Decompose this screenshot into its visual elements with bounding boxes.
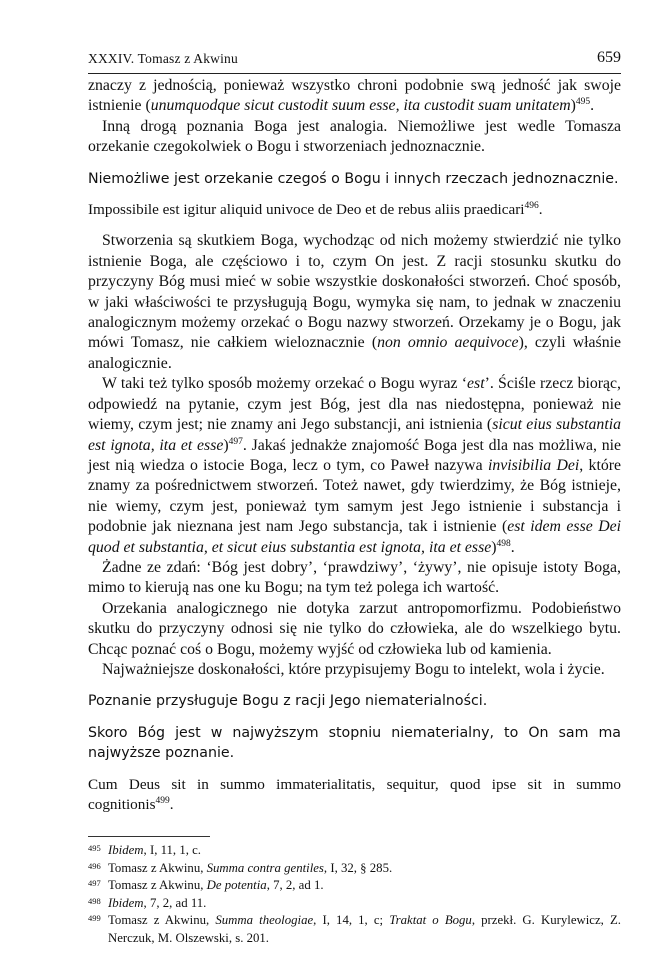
footnote-number: 496 (88, 860, 101, 871)
block-quote-latin: Impossibile est igitur aliquid univoce de Deo et de rebus aliis praedicari$^{496}$. (88, 201, 543, 219)
footnote-number: 499 (88, 913, 101, 924)
footnote-499: 499 Tomasz z Akwinu, Summa theologiae, I, 14, 1, c; Traktat o Bogu, przekł. G. Kurylewicz, Z. Nerczuk, M. Olszewski, s. 201. (88, 913, 621, 945)
footnote-ref: 498 (496, 538, 511, 549)
latin-phrase: sicut eius substantia est ignota, ita et esse (88, 416, 621, 454)
footnote-497: 497 Tomasz z Akwinu, De potentia, 7, 2, ad 1. (88, 878, 324, 893)
paragraph-analogy: Inną drogą poznania Boga jest analogia. Niemożliwe jest wedle Tomasza orzekanie czegokolwiek o Bogu i stworzeniach jednoznacznie. (88, 117, 621, 156)
footnote-ref: 496 (524, 201, 539, 212)
footnote-number: 498 (88, 895, 101, 906)
paragraph-perfections: Najważniejsze doskonałości, które przypisujemy Bogu to intelekt, wola i życie. (102, 660, 605, 678)
main-text (88, 76, 621, 815)
block-quote-polish: Poznanie przysługuje Bogu z racji Jego niematerialności. (88, 693, 488, 710)
latin-quote: unumquodque sicut custodit suum esse, ita custodit suam unitatem (150, 97, 571, 115)
footnotes (88, 842, 621, 948)
latin-phrase: invisibilia Dei (487, 456, 580, 474)
running-title: XXXIV. Tomasz z Akwinu (88, 51, 238, 66)
footnote-496: 496 Tomasz z Akwinu, Summa contra gentiles, I, 32, § 285. (88, 860, 393, 875)
latin-phrase: non omnio aequivoce (377, 334, 519, 352)
latin-phrase: est idem esse Dei quod et substantia, et sicut eius substantia est ignota, ita et esse (88, 518, 622, 556)
footnote-number: 495 (88, 843, 101, 853)
running-header (88, 51, 621, 74)
block-quote-polish: Skoro Bóg jest w najwyższym stopniu niematerialny, to On sam ma najwyższe poznanie. (88, 724, 621, 762)
footnote-495: 495 Ibidem, I, 11, 1, c. (88, 843, 202, 857)
paragraph-continuation: znaczy z jednością, ponieważ wszystko chroni podobnie swą jedność jak swoje istnienie (unumquodque sicut custodit suum esse, ita custodit suam unitatem)$^{495}$. (88, 77, 621, 115)
paragraph-anthropomorphism: Orzekania analogicznego nie dotyka zarzut antropomorfizmu. Podobieństwo skutku do przyczyny odnosi się nie tylko do człowieka, ale do wszelkiego bytu. Chcąc poznać coś o Bogu, możemy wyjść od człowieka lub od kamienia. (88, 599, 621, 658)
block-quote-polish: Niemożliwe jest orzekanie czegoś o Bogu i innych rzeczach jednoznacznie. (88, 170, 619, 187)
footnote-498: 498 Ibidem, 7, 2, ad 11. (88, 895, 207, 910)
footnote-separator (88, 836, 210, 837)
paragraph-creatures: Stworzenia są skutkiem Boga, wychodząc od nich możemy stwierdzić nie tylko istnienie Boga, ale częściowo i to, czym On jest. Z racji stosunku skutku do przyczyny Bóg musi mieć w sobie wszystkie doskonałości stworzeń. Choć sposób, w jaki właściwości te przysługują Bogu, wymyka się nam, to jednak w znaczeniu analogicznym możemy orzekać o Bogu nazwy stworzeń. Orzekamy je o Bogu, jak mówi Tomasz, nie całkiem wieloznacznie (non omnio aequivoce), czyli właśnie analogicznie. (88, 232, 621, 372)
paragraph-sentences: Żadne ze zdań: ‘Bóg jest dobry’, ‘prawdziwy’, ‘żywy’, nie opisuje istoty Boga, mimo to kierują nas one ku Bogu; na tym też polega ich wartość. (88, 558, 621, 597)
paragraph-esse: W taki też tylko sposób możemy orzekać o Bogu wyraz ‘est’. Ściśle rzecz biorąc, odpowiedź na pytanie, czym jest Bóg, jest dla nas niedostępna, ponieważ nie wiemy, czym jest; nie znamy ani Jego substancji, ani istnienia (sicut eius substantia est ignota, ita et esse)$^{497}$. Jakaś jednakże znajomość Boga jest dla nas możliwa, nie jest nią wiedza o istocie Boga, lecz o tym, co Paweł nazywa invisibilia Dei, które znamy za pośrednictwem stworzeń. Toteż nawet, gdy twierdzimy, że Bóg istnieje, nie wiemy, czym jest, ponieważ tym samym jest Jego istnienie i substancja i podobnie jak nieznana jest nam Jego substancja, tak i istnienie (est idem esse Dei quod et substantia, et sicut eius substantia est ignota, ita et esse)$^{498}$. (88, 375, 622, 556)
footnote-ref: 497 (228, 436, 243, 447)
block-quote-latin: Cum Deus sit in summo immaterialitatis, sequitur, quod ipse sit in summo cognitionis$^{499}$. (88, 775, 621, 813)
footnote-number: 497 (88, 878, 101, 889)
footnote-ref: 495 (575, 97, 591, 108)
footnote-ref: 499 (155, 796, 170, 806)
page-number: 659 (597, 49, 621, 66)
